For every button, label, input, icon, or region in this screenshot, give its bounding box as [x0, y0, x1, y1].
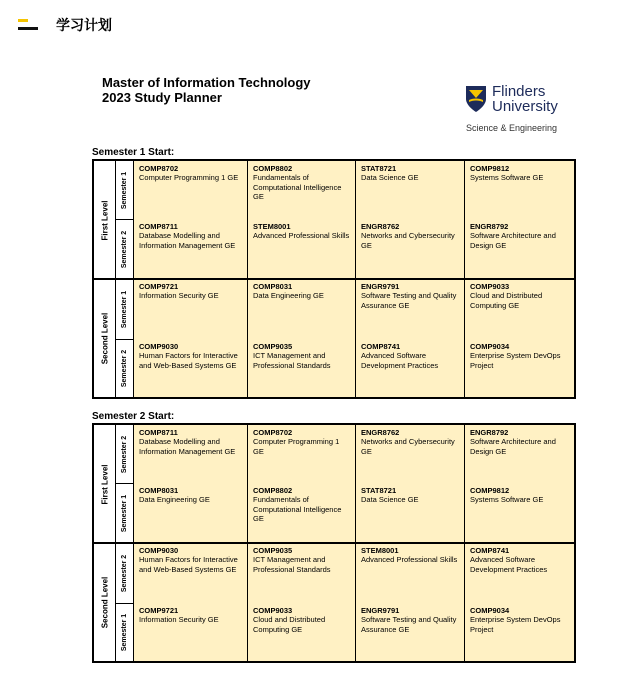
course-name: Advanced Software Development Practices [470, 555, 548, 574]
course-code: COMP9033 [470, 282, 510, 291]
level-label-text: First Level [100, 463, 110, 505]
course-code: COMP9721 [139, 282, 179, 291]
course-code: COMP9034 [470, 342, 510, 351]
course-cell [134, 603, 248, 661]
course-name: Information Security GE [139, 615, 219, 624]
semester-label [116, 603, 134, 661]
study-plan-grid-semester1-start [92, 159, 576, 399]
column-divider [464, 425, 465, 661]
level-divider [94, 278, 574, 280]
semester-label-text: Semester 2 [121, 554, 129, 592]
level-divider [94, 542, 574, 544]
course-cell [134, 425, 248, 483]
course-code: ENGR8762 [361, 428, 400, 437]
course-name: Advanced Professional Skills [253, 231, 350, 240]
planner-label-semester2-start: Semester 2 Start: [92, 411, 175, 422]
course-cell [356, 603, 465, 661]
course-code: COMP8741 [470, 546, 510, 555]
course-cell [356, 483, 465, 543]
course-code: COMP8802 [253, 164, 293, 173]
document-title [102, 75, 311, 105]
course-name: Advanced Software Development Practices [361, 351, 439, 370]
course-cell [356, 339, 465, 397]
semester-divider [116, 339, 134, 340]
course-cell [134, 543, 248, 603]
course-code: COMP9033 [253, 606, 293, 615]
semester-divider [116, 603, 134, 604]
course-code: ENGR8792 [470, 222, 509, 231]
level-label-text: Second Level [100, 576, 110, 628]
course-name: Software Architecture and Design GE [470, 231, 556, 250]
semester-label [116, 483, 134, 543]
course-code: COMP8702 [253, 428, 293, 437]
course-code: ENGR9791 [361, 282, 400, 291]
course-code: STAT8721 [361, 486, 397, 495]
semester-label [116, 279, 134, 339]
menu-icon[interactable] [18, 19, 38, 33]
course-name: Networks and Cybersecurity GE [361, 231, 455, 250]
course-name: Human Factors for Interactive and Web-Based Systems GE [139, 351, 238, 370]
course-code: STAT8721 [361, 164, 397, 173]
course-cell [465, 339, 574, 397]
course-code: COMP9035 [253, 342, 293, 351]
document-title-line1: Master of Information Technology [102, 75, 311, 90]
course-name: Networks and Cybersecurity GE [361, 437, 455, 456]
semester-label [116, 339, 134, 397]
course-code: COMP9030 [139, 546, 179, 555]
course-cell [248, 543, 356, 603]
course-name: Data Engineering GE [253, 291, 324, 300]
semester-label-text: Semester 1 [121, 171, 129, 209]
course-cell [248, 339, 356, 397]
course-name: Information Security GE [139, 291, 219, 300]
course-name: Data Science GE [361, 173, 419, 182]
menu-icon-bar [18, 19, 28, 22]
course-cell [465, 161, 574, 219]
planner-label-semester1-start: Semester 1 Start: [92, 147, 175, 158]
course-cell [248, 279, 356, 339]
course-code: COMP9035 [253, 546, 293, 555]
course-cell [465, 603, 574, 661]
column-divider [464, 161, 465, 397]
logo-line2: University [492, 98, 558, 115]
level-label [94, 543, 116, 661]
level-label [94, 279, 116, 397]
semester-label-text: Semester 1 [121, 613, 129, 651]
course-name: Computer Programming 1 GE [253, 437, 340, 456]
semester-label [116, 543, 134, 603]
semester-label [116, 219, 134, 279]
course-code: COMP9812 [470, 164, 510, 173]
course-cell [465, 219, 574, 279]
course-name: Software Architecture and Design GE [470, 437, 556, 456]
course-cell [248, 425, 356, 483]
flinders-logo [465, 84, 575, 136]
course-name: Human Factors for Interactive and Web-Based Systems GE [139, 555, 238, 574]
course-cell [465, 279, 574, 339]
course-name: Enterprise System DevOps Project [470, 351, 561, 370]
course-name: Software Testing and Quality Assurance GE [361, 291, 457, 310]
level-label [94, 161, 116, 279]
semester-label-text: Semester 2 [121, 435, 129, 473]
course-name: Fundamentals of Computational Intelligence GE [253, 495, 342, 523]
course-cell [465, 543, 574, 603]
course-cell [356, 219, 465, 279]
course-code: COMP8802 [253, 486, 293, 495]
course-name: Enterprise System DevOps Project [470, 615, 561, 634]
course-name: Database Modelling and Information Management GE [139, 437, 236, 456]
course-code: ENGR9791 [361, 606, 400, 615]
course-name: Data Engineering GE [139, 495, 210, 504]
semester-divider [116, 483, 134, 484]
course-code: ENGR8792 [470, 428, 509, 437]
menu-icon-bar [18, 27, 38, 30]
course-cell [134, 219, 248, 279]
shield-icon [465, 85, 487, 113]
course-cell [134, 279, 248, 339]
course-code: COMP8031 [253, 282, 293, 291]
course-code: COMP8741 [361, 342, 401, 351]
course-cell [465, 483, 574, 543]
course-code: COMP9812 [470, 486, 510, 495]
logo-line1: Flinders [492, 83, 546, 100]
course-code: ENGR8762 [361, 222, 400, 231]
column-divider [247, 425, 248, 661]
page-header-title: 学习计划 [56, 17, 112, 33]
course-cell [356, 279, 465, 339]
course-name: Fundamentals of Computational Intelligence GE [253, 173, 342, 201]
course-code: STEM8001 [361, 546, 399, 555]
column-divider [355, 161, 356, 397]
semester-label-text: Semester 1 [121, 290, 129, 328]
course-cell [248, 483, 356, 543]
course-name: Cloud and Distributed Computing GE [470, 291, 543, 310]
course-cell [248, 161, 356, 219]
logo-subtitle: Science & Engineering [466, 123, 558, 133]
column-divider [247, 161, 248, 397]
course-cell [134, 483, 248, 543]
course-cell [465, 425, 574, 483]
semester-divider [116, 219, 134, 220]
course-cell [134, 161, 248, 219]
course-cell [248, 603, 356, 661]
course-code: COMP8031 [139, 486, 179, 495]
course-name: Systems Software GE [470, 173, 544, 182]
course-name: Cloud and Distributed Computing GE [253, 615, 326, 634]
course-name: Software Testing and Quality Assurance GE [361, 615, 457, 634]
course-cell [356, 161, 465, 219]
study-plan-grid-semester2-start [92, 423, 576, 663]
course-name: Data Science GE [361, 495, 419, 504]
semester-label-text: Semester 2 [121, 349, 129, 387]
course-name: Systems Software GE [470, 495, 544, 504]
course-code: STEM8001 [253, 222, 291, 231]
course-cell [356, 543, 465, 603]
course-cell [134, 339, 248, 397]
course-cell [356, 425, 465, 483]
semester-label-text: Semester 1 [121, 494, 129, 532]
course-name: ICT Management and Professional Standards [253, 351, 331, 370]
course-code: COMP9030 [139, 342, 179, 351]
course-name: Computer Programming 1 GE [139, 173, 239, 182]
course-name: Database Modelling and Information Management GE [139, 231, 236, 250]
column-divider [355, 425, 356, 661]
level-label-text: Second Level [100, 312, 110, 364]
course-name: ICT Management and Professional Standards [253, 555, 331, 574]
semester-label [116, 161, 134, 219]
course-code: COMP9721 [139, 606, 179, 615]
semester-label-text: Semester 2 [121, 230, 129, 268]
course-name: Advanced Professional Skills [361, 555, 458, 564]
level-label [94, 425, 116, 543]
course-cell [248, 219, 356, 279]
course-code: COMP9034 [470, 606, 510, 615]
course-code: COMP8702 [139, 164, 179, 173]
course-code: COMP8711 [139, 428, 178, 437]
course-code: COMP8711 [139, 222, 178, 231]
logo-wordmark [492, 84, 558, 114]
level-label-text: First Level [100, 199, 110, 241]
semester-label [116, 425, 134, 483]
document-title-line2: 2023 Study Planner [102, 90, 222, 105]
